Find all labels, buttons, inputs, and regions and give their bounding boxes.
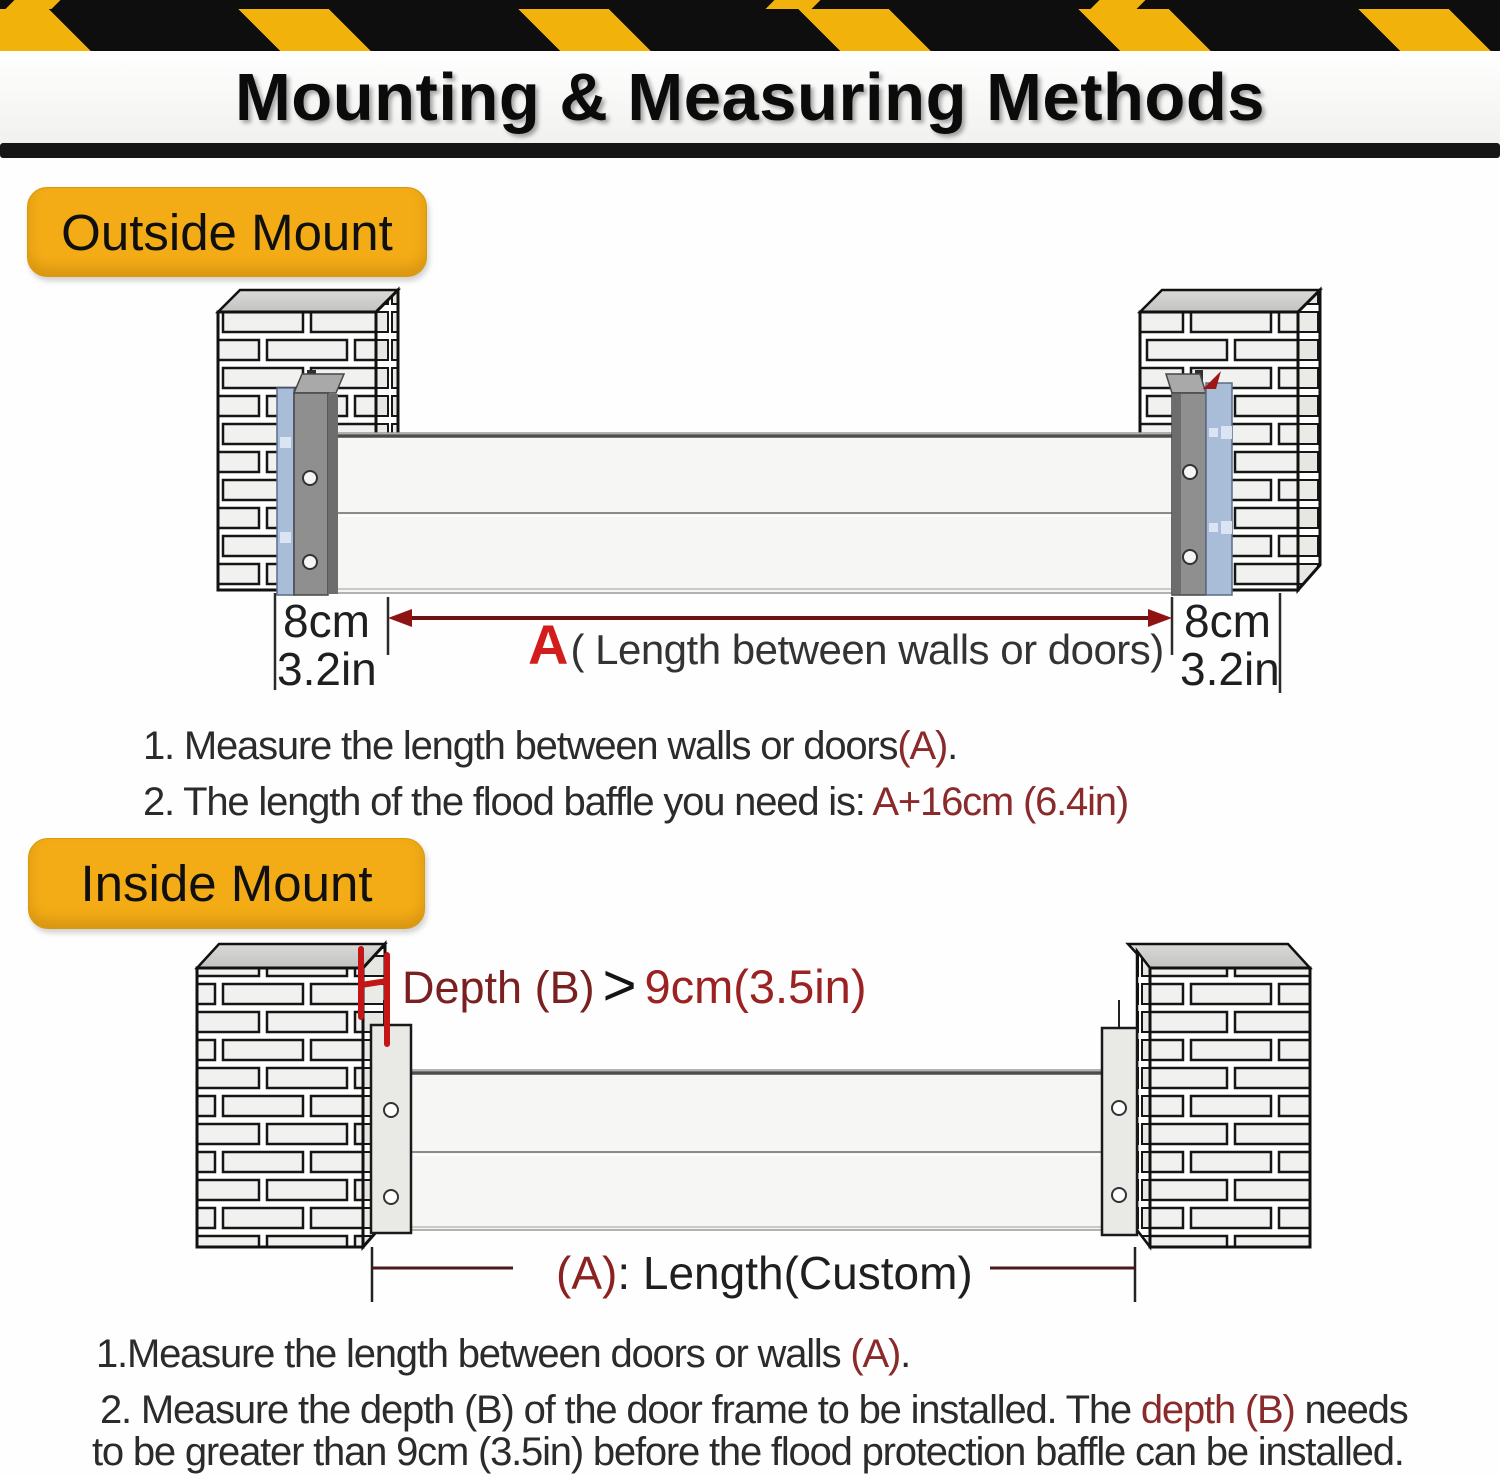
mounting-channel-right <box>1102 1000 1137 1235</box>
gasket-strip <box>1206 383 1232 595</box>
screw <box>303 555 317 569</box>
screw <box>303 471 317 485</box>
length-a-description: : Length(Custom) <box>617 1247 973 1299</box>
inside-step-1 <box>96 1332 910 1377</box>
depth-annotation <box>402 950 866 1017</box>
outside-step-1 <box>143 724 957 769</box>
outside-step-2 <box>143 780 1128 825</box>
pillar-cap <box>218 290 398 312</box>
screw <box>1112 1188 1126 1202</box>
brick-pillar-right <box>1128 944 1310 1247</box>
inside-mount-badge: Inside Mount <box>28 838 425 929</box>
step-text: needs <box>1294 1388 1408 1432</box>
page-title: Mounting & Measuring Methods <box>234 59 1266 135</box>
dimension-label-8cm-right: 8cm <box>1184 595 1271 647</box>
channel-top-bevel <box>1166 374 1206 393</box>
arrowhead-left-icon <box>388 609 412 627</box>
pillar-cap <box>197 944 385 968</box>
inside-step-2-line-1 <box>100 1388 1408 1433</box>
mounting-channel-left <box>277 370 344 595</box>
dimension-label-8cm-left: 8cm <box>283 595 370 647</box>
length-a-description: ( Length between walls or doors) <box>570 626 1164 673</box>
gasket-cutout <box>280 437 291 448</box>
pillar-front-face <box>197 968 363 1247</box>
pillar-side-face <box>1298 290 1320 590</box>
inside-step-2-line-2 <box>92 1430 1404 1475</box>
depth-label: Depth (B) <box>402 962 595 1013</box>
mounting-channel-left <box>371 1000 411 1233</box>
gasket-cutout <box>1221 426 1232 439</box>
step-text: . <box>947 724 957 768</box>
screw <box>1183 550 1197 564</box>
gasket-cutout <box>280 532 291 543</box>
mounting-channel-right <box>1166 370 1232 595</box>
channel-body <box>1102 1028 1137 1235</box>
dimension-label-32in-right: 3.2in <box>1180 643 1280 695</box>
length-a-letter: A <box>528 613 569 676</box>
gasket-strip <box>277 388 294 595</box>
channel-top-bevel <box>294 374 344 393</box>
greater-than-sign: > <box>602 953 637 1018</box>
pillar-front-face <box>1150 968 1310 1247</box>
step-text: 2. Measure the depth (B) of the door frame to be installed. The <box>100 1388 1141 1432</box>
dimension-label-32in-left: 3.2in <box>277 643 377 695</box>
outside-mount-badge: Outside Mount <box>27 187 427 277</box>
step-text: 2. The length of the flood baffle you need is: <box>143 780 873 824</box>
step-highlight: depth (B) <box>1140 1388 1295 1432</box>
step-highlight: A+16cm (6.4in) <box>872 780 1128 824</box>
step-text: . <box>900 1332 910 1376</box>
screw <box>1112 1101 1126 1115</box>
screw <box>384 1190 398 1204</box>
depth-value: 9cm(3.5in) <box>644 960 867 1013</box>
gasket-cutout <box>1221 521 1232 534</box>
screw <box>384 1103 398 1117</box>
step-text: 1. Measure the length between walls or doors <box>143 724 898 768</box>
length-a-annotation <box>528 612 1164 677</box>
pillar-side-face <box>1137 951 1150 1247</box>
gasket-cutout <box>1209 428 1218 437</box>
channel-edge <box>1172 394 1181 594</box>
step-text: 1.Measure the length between doors or walls <box>96 1332 851 1376</box>
inside-length-annotation <box>556 1246 973 1300</box>
flood-barrier-panel <box>336 433 1172 593</box>
gasket-cutout <box>1209 523 1218 532</box>
step-text: to be greater than 9cm (3.5in) before the flood protection baffle can be installed. <box>92 1430 1404 1474</box>
step-highlight: (A) <box>897 724 948 768</box>
step-highlight: (A) <box>850 1332 901 1376</box>
flood-barrier-panel <box>411 1070 1102 1230</box>
pillar-cap <box>1140 290 1320 312</box>
pillar-cap <box>1128 944 1310 968</box>
screw <box>1183 465 1197 479</box>
length-a-letter: (A) <box>556 1247 618 1299</box>
brick-pillar-left <box>197 944 385 1247</box>
channel-edge <box>328 394 338 594</box>
